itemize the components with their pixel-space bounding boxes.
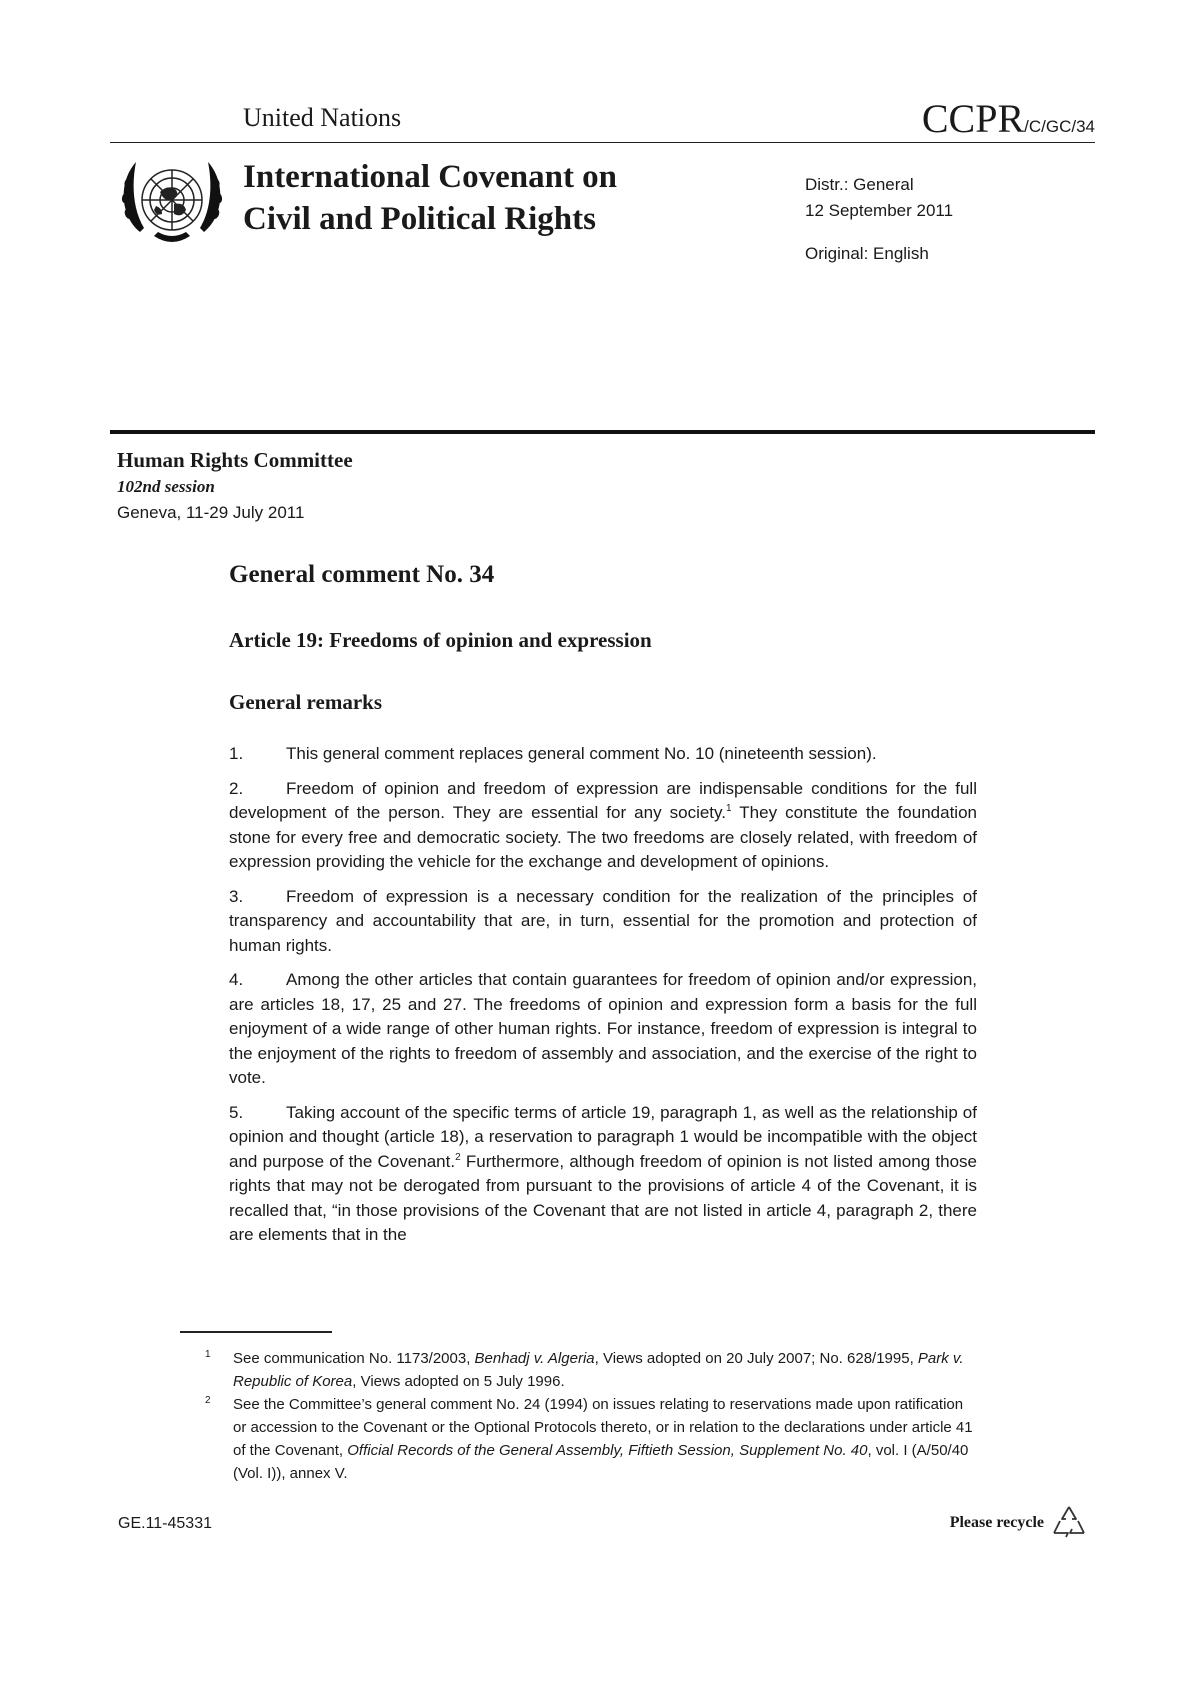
footnote-2 — [205, 1393, 975, 1485]
paragraph-1 — [229, 742, 977, 767]
symbol-main: CCPR — [921, 96, 1025, 141]
paragraph-text: This general comment replaces general comment No. 10 (nineteenth session). — [286, 744, 877, 763]
footnote-text: , Views adopted on 5 July 1996. — [352, 1373, 565, 1390]
session-number: 102nd session — [117, 477, 215, 496]
recycle-notice — [950, 1503, 1090, 1543]
paragraph-number: 2. — [229, 778, 244, 798]
recycle-icon — [1048, 1503, 1090, 1543]
footnote-text: See the Committee’s general comment No. 24 (1994) on issues relating to reservations made upon ratification or accession to the Covenant or the Optional Protocols thereto, or in relation to the declarations under article 41 of the Covenant, — [233, 1396, 973, 1459]
paragraph-number: 3. — [229, 886, 244, 906]
paragraph-3 — [229, 885, 977, 959]
committee-name: Human Rights Committee — [117, 448, 353, 472]
paragraph-number: 1. — [229, 744, 244, 763]
footnote-text: , vol. I (A/50/40 (Vol. I)), annex V. — [233, 1442, 969, 1482]
original-language: Original: English — [805, 244, 929, 263]
footnote-text: , Views adopted on 20 July 2007; No. 628/1995, — [594, 1350, 918, 1367]
paragraph-text: Among the other articles that contain guarantees for freedom of opinion and/or expression, are articles 18, 17, 25 and 27. The freedoms of opinion and expression form a basis for the full enjoyment of a wide range of other human rights. For instance, freedom of expression is integral to the enjoyment of the rights to freedom of assembly and association, and the exercise of the right to vote. — [229, 970, 977, 1087]
recycle-text: Please recycle — [949, 1514, 1044, 1531]
footnotes — [205, 1347, 975, 1485]
paragraph-number: 4. — [229, 970, 244, 989]
footnote-mark: 2 — [205, 1395, 211, 1406]
case-name: Benhadj v. Algeria — [474, 1350, 595, 1367]
issue-date: 12 September 2011 — [805, 201, 954, 220]
organization-name: United Nations — [243, 103, 402, 132]
covenant-title-line1: International Covenant on — [243, 159, 618, 195]
general-comment-title: General comment No. 34 — [229, 561, 495, 588]
distribution-block — [805, 172, 953, 224]
case-name: Park v. Republic of Korea — [233, 1350, 964, 1390]
article-heading: Article 19: Freedoms of opinion and expression — [229, 628, 652, 652]
distribution: Distr.: General — [805, 175, 914, 194]
footnote-ref[interactable]: 1 — [725, 803, 732, 814]
footnote-1 — [205, 1347, 975, 1393]
document-number: GE.11-45331 — [118, 1515, 212, 1532]
paragraph-text: They constitute the foundation stone for every free and democratic society. The two freedoms are closely related, with freedom of expression providing the vehicle for the exchange and development of opinions. — [229, 803, 977, 871]
body-text — [229, 742, 977, 1258]
paragraph-text: Freedom of opinion and freedom of expression are indispensable conditions for the full development of the person. They are essential for any society. — [229, 778, 977, 822]
covenant-title — [243, 156, 617, 240]
symbol-suffix: /C/GC/34 — [1024, 117, 1095, 136]
un-emblem-icon — [114, 152, 230, 252]
paragraph-2 — [229, 777, 977, 875]
footnote-ref[interactable]: 2 — [455, 1151, 461, 1163]
paragraph-4 — [229, 968, 977, 1091]
session-place-dates: Geneva, 11-29 July 2011 — [117, 503, 305, 522]
publication-title: Official Records of the General Assembly, Fiftieth Session, Supplement No. 40 — [347, 1442, 868, 1459]
document-symbol — [922, 95, 1095, 142]
footnote-rule — [180, 1331, 332, 1333]
heavy-rule — [110, 430, 1095, 434]
covenant-title-line2: Civil and Political Rights — [243, 201, 596, 237]
paragraph-number: 5. — [229, 1102, 244, 1122]
paragraph-text: Furthermore, although freedom of opinion is not listed among those rights that may not be derogated from pursuant to the provisions of article 4 of the Covenant, it is recalled that, “in those provisions of the Covenant that are not listed in article 4, paragraph 2, there are elements that in the — [229, 1151, 977, 1244]
paragraph-5 — [229, 1101, 977, 1248]
footnote-text: See communication No. 1173/2003, — [233, 1350, 475, 1367]
header-rule — [110, 142, 1095, 143]
paragraph-text: Freedom of expression is a necessary condition for the realization of the principles of transparency and accountability that are, in turn, essential for the promotion and protection of human rights. — [229, 886, 977, 955]
footnote-mark: 1 — [205, 1349, 211, 1360]
section-heading: General remarks — [229, 690, 382, 714]
paragraph-text: Taking account of the specific terms of article 19, paragraph 1, as well as the relationship of opinion and thought (article 18), a reservation to paragraph 1 would be incompatible with the object and purpose of the Covenant. — [229, 1102, 977, 1171]
